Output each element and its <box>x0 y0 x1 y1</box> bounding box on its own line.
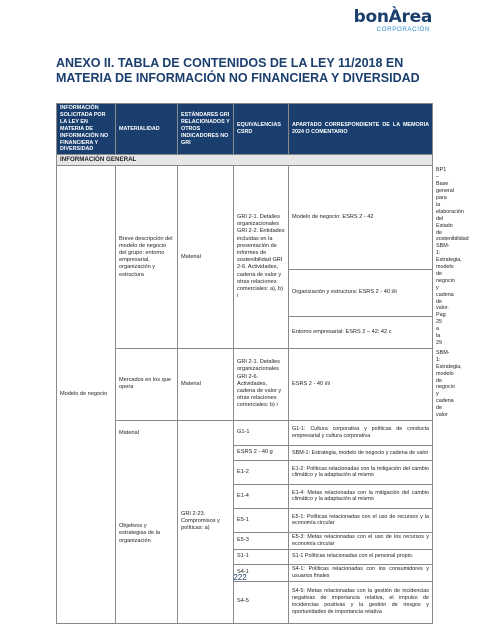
row-csrd: ESRS 2 - 40 g <box>234 445 289 460</box>
row-csrd: Entorno empresarial: ESRS 2 – 42; 42 c <box>289 317 433 349</box>
topic-label: Modelo de negocio <box>57 166 116 623</box>
col-header-gri: ESTÁNDARES GRI RELACIONADOS Y OTROS INDICADORES NO GRI <box>178 104 234 155</box>
row-memoria: E1-4: Metas relacionadas con la mitigación del cambio climático y la adaptación al mismo <box>289 484 433 508</box>
row-label: Objetivos y estrategias de la organización <box>116 445 178 623</box>
page-number: 222 <box>233 573 247 582</box>
row-materiality: Material <box>116 420 178 445</box>
row-csrd: ESRS 2 - 40 i/ii <box>289 348 433 420</box>
row-label: Breve descripción del modelo de negocio del grupo: entorno empresarial, organización y estructura <box>116 166 178 349</box>
row-csrd: S4-1 <box>234 564 289 581</box>
row-memoria: S4-5: Metas relacionadas con la gestión de incidencias negativas de importancia relativa, el impulso de incidencias positivas y la gestión de riesgos y oportunidades de importancia relativa <box>289 581 433 623</box>
table-row: Mercados en los que opera Material GRI 2-1. Detalles organizacionales GRI 2-6. Actividades, cadena de valor y otras relaciones comerciales: b) i ESRS 2 - 40 i/ii SBM-1: Estrategia, modelo de negocio y cadena de valor <box>57 348 433 420</box>
row-csrd: S1-1 <box>234 549 289 564</box>
logo-name: bonÀrea <box>353 7 432 27</box>
col-header-csrd: EQUIVALENCIAS CSRD <box>234 104 289 155</box>
row-csrd: E1-4 <box>234 484 289 508</box>
row-csrd: Modelo de negocio: ESRS 2 - 42 <box>289 166 433 269</box>
row-memoria: SBM-1: Estrategia, modelo de negocio y cadena de valor <box>289 445 433 460</box>
contents-table <box>56 103 469 624</box>
col-header-informacion: INFORMACIÓN SOLICITADA POR LA LEY EN MATERIA DE INFORMACIÓN NO FINANCIERA Y DIVERSIDAD <box>57 104 116 155</box>
logo-subtitle: CORPORACIÓN <box>376 26 430 33</box>
row-csrd: E1-2 <box>234 460 289 484</box>
row-materiality: Material <box>178 166 234 349</box>
table-row: Modelo de negocio Breve descripción del modelo de negocio del grupo: entorno empresarial, organización y estructura Material GRI 2-1. Detalles organizacionales GRI 2-2. Entidades incluidas en la presentación de informes de sostenibilidad GRI 2-6. Actividades, cadena de valor y otras relaciones comerciales: a), b) i Modelo de negocio: ESRS 2 - 42 BP1 – Base general para la elaboración del Estado de sostenibilidad SBM-1: Estrategia, modelo de negocio y cadena de valor. Pag 25 a la 29 <box>57 166 433 269</box>
row-csrd: E5-1 <box>234 508 289 532</box>
row-csrd: G1-1 <box>234 420 289 445</box>
section-title: INFORMACIÓN GENERAL <box>57 155 433 166</box>
page-title: ANEXO II. TABLA DE CONTENIDOS DE LA LEY 11/2018 EN MATERIA DE INFORMACIÓN NO FINANCIERA Y DIVERSIDAD <box>56 56 420 85</box>
row-csrd: Organización y estructura: ESRS 2 - 40 i/ii <box>289 269 433 317</box>
row-memoria: S4-1: Políticas relacionadas con los consumidores y usuarios finales <box>289 564 433 581</box>
col-header-memoria: APARTADO CORRESPONDIENTE DE LA MEMORIA 2024 O COMENTARIO <box>289 104 433 155</box>
row-memoria: E5-3: Metas relacionadas con el uso de los recursos y economía circular <box>289 532 433 549</box>
table-header-row <box>57 104 433 155</box>
company-logo <box>354 8 432 34</box>
row-label: Mercados en los que opera <box>116 348 178 420</box>
section-row <box>57 155 433 166</box>
col-header-materialidad: MATERIALIDAD <box>116 104 178 155</box>
row-csrd: S4-5 <box>234 581 289 623</box>
row-csrd: E5-3 <box>234 532 289 549</box>
row-gri: GRI 2-23. Compromisos y políticas: a) <box>178 420 234 623</box>
row-memoria: E5-1: Políticas relacionadas con el uso de recursos y la economía circular <box>289 508 433 532</box>
row-gri: GRI 2-1. Detalles organizacionales GRI 2-6. Actividades, cadena de valor y otras relaciones comerciales: b) i <box>234 348 289 420</box>
row-memoria: S1-1 Políticas relacionadas con el personal propio. <box>289 549 433 564</box>
row-materiality: Material <box>178 348 234 420</box>
row-gri: GRI 2-1. Detalles organizacionales GRI 2-2. Entidades incluidas en la presentación de informes de sostenibilidad GRI 2-6. Actividades, cadena de valor y otras relaciones comerciales: a), b) i <box>234 166 289 349</box>
row-memoria: G1-1: Cultura corporativa y políticas de conducta empresarial y cultura corporativa <box>289 420 433 445</box>
row-memoria: E1-2: Políticas relacionadas con la mitigación del cambio climático y la adaptación al mismo <box>289 460 433 484</box>
